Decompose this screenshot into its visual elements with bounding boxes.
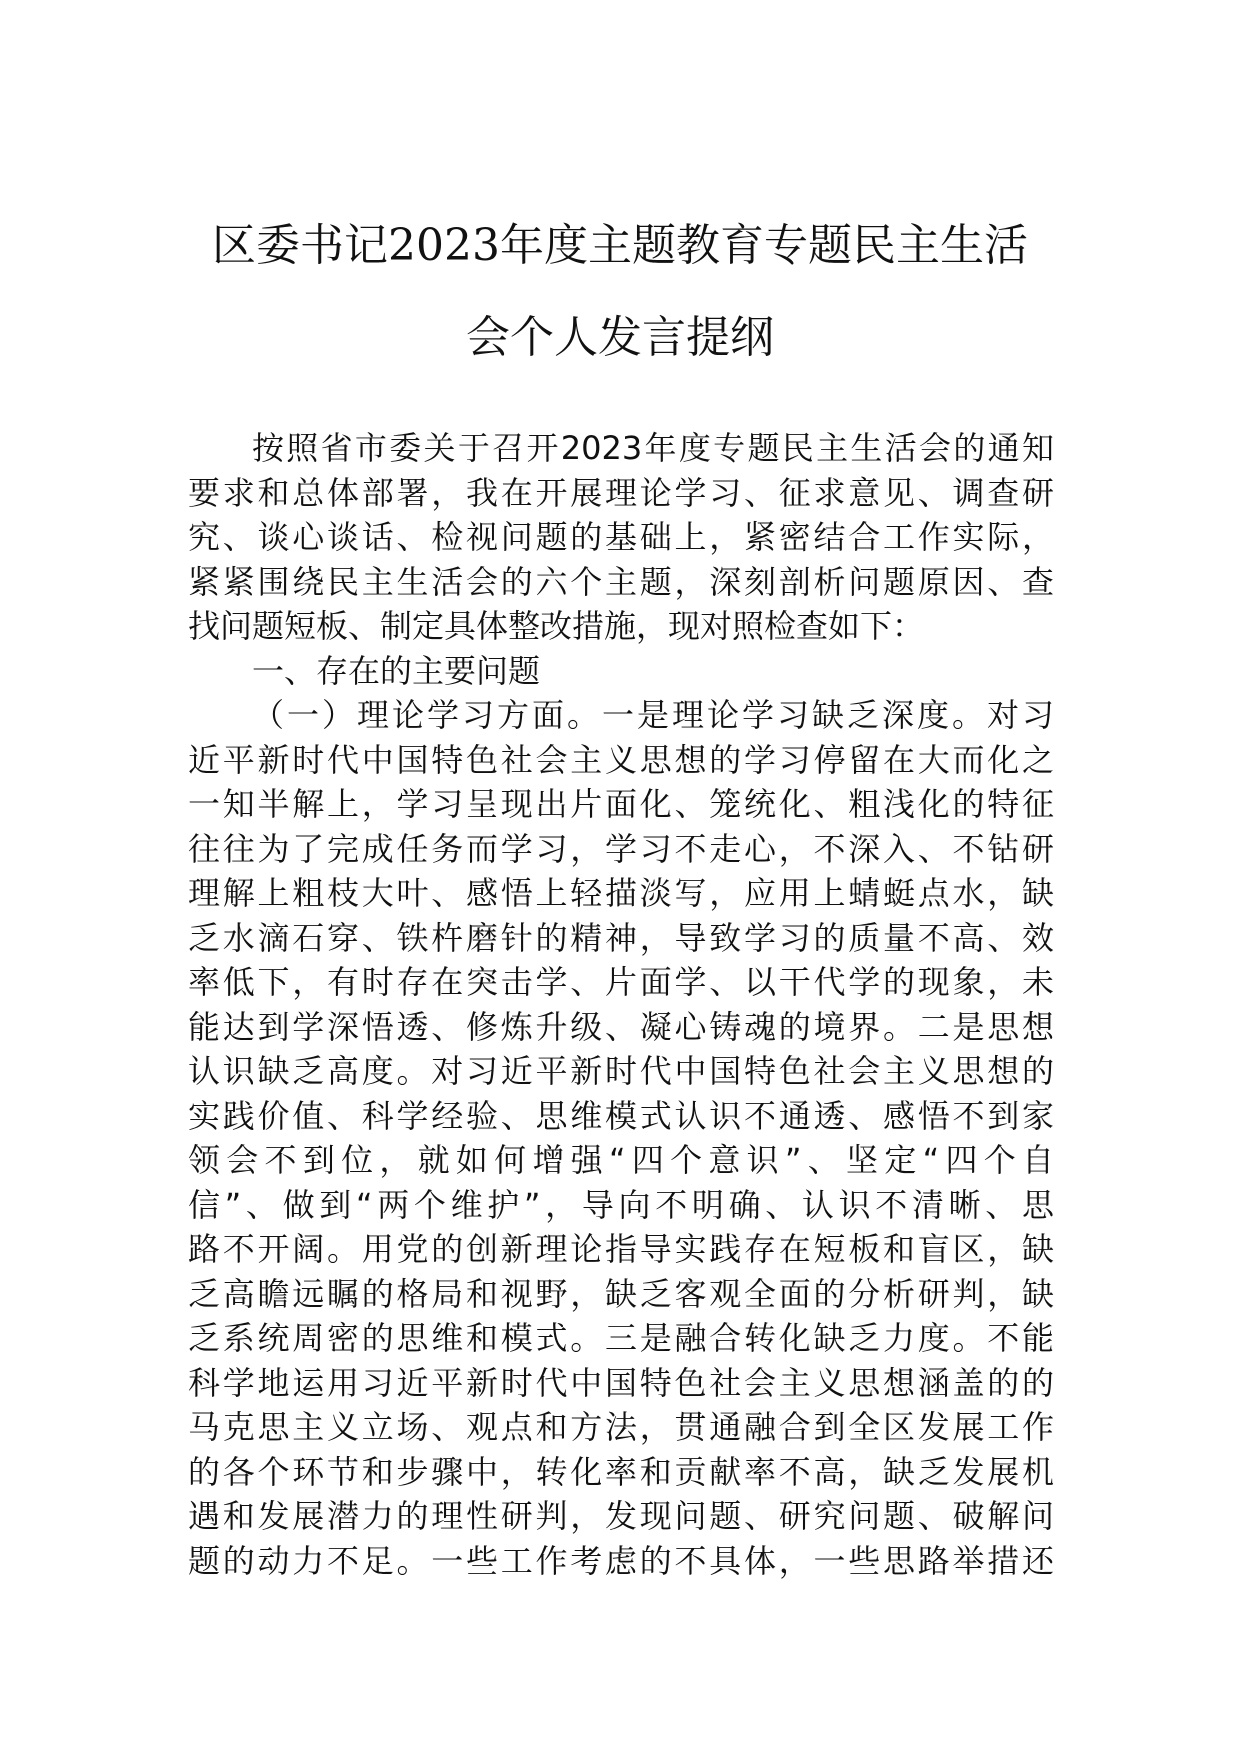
body-line: 乏水滴石穿、铁杵磨针的精神，导致学习的质量不高、效	[188, 918, 1054, 957]
body-line: 题的动力不足。一些工作考虑的不具体，一些思路举措还	[188, 1541, 1054, 1580]
body-line: 乏高瞻远瞩的格局和视野，缺乏客观全面的分析研判，缺	[188, 1274, 1054, 1313]
document-body	[188, 426, 1054, 1583]
document-title-line-2: 会个人发言提纲	[466, 312, 774, 363]
body-line: 往往为了完成任务而学习，学习不走心，不深入、不钻研	[188, 829, 1054, 868]
body-line: 路不开阔。用党的创新理论指导实践存在短板和盲区，缺	[188, 1230, 1054, 1268]
body-line: 率低下，有时存在突击学、片面学、以干代学的现象，未	[188, 963, 1054, 1001]
document-title-line-1: 区委书记2023年度主题教育专题民主生活	[212, 220, 1028, 271]
body-line: 科学地运用习近平新时代中国特色社会主义思想涵盖的的	[188, 1363, 1054, 1402]
body-line: 遇和发展潜力的理性研判，发现问题、研究问题、破解问	[188, 1497, 1054, 1535]
body-line: （一）理论学习方面。一是理论学习缺乏深度。对习	[252, 696, 1054, 734]
body-line: 一知半解上，学习呈现出片面化、笼统化、粗浅化的特征	[188, 785, 1054, 823]
body-line: 实践价值、科学经验、思维模式认识不通透、感悟不到家	[188, 1096, 1054, 1135]
body-line: 认识缺乏高度。对习近平新时代中国特色社会主义思想的	[188, 1052, 1054, 1090]
body-line: 按照省市委关于召开2023年度专题民主生活会的通知	[252, 429, 1054, 467]
body-line: 近平新时代中国特色社会主义思想的学习停留在大而化之	[188, 740, 1054, 779]
body-line: 要求和总体部署，我在开展理论学习、征求意见、调查研	[188, 473, 1054, 512]
body-line: 的各个环节和步骤中，转化率和贡献率不高，缺乏发展机	[188, 1452, 1054, 1491]
section-heading: 一、存在的主要问题	[252, 651, 541, 690]
body-line: 紧紧围绕民主生活会的六个主题，深刻剖析问题原因、查	[188, 562, 1054, 601]
body-line: 领会不到位，就如何增强“四个意识”、坚定“四个自	[188, 1141, 1054, 1179]
body-line: 信”、做到“两个维护”，导向不明确、认识不清晰、思	[188, 1185, 1054, 1224]
body-line: 马克思主义立场、观点和方法，贯通融合到全区发展工作	[188, 1408, 1054, 1446]
body-line: 乏系统周密的思维和模式。三是融合转化缺乏力度。不能	[188, 1319, 1054, 1357]
body-line: 理解上粗枝大叶、感悟上轻描淡写，应用上蜻蜓点水，缺	[188, 874, 1054, 912]
body-line: 找问题短板、制定具体整改措施，现对照检查如下：	[188, 607, 925, 645]
body-line: 能达到学深悟透、修炼升级、凝心铸魂的境界。二是思想	[188, 1007, 1054, 1046]
body-line: 究、谈心谈话、检视问题的基础上，紧密结合工作实际，	[188, 518, 1054, 556]
